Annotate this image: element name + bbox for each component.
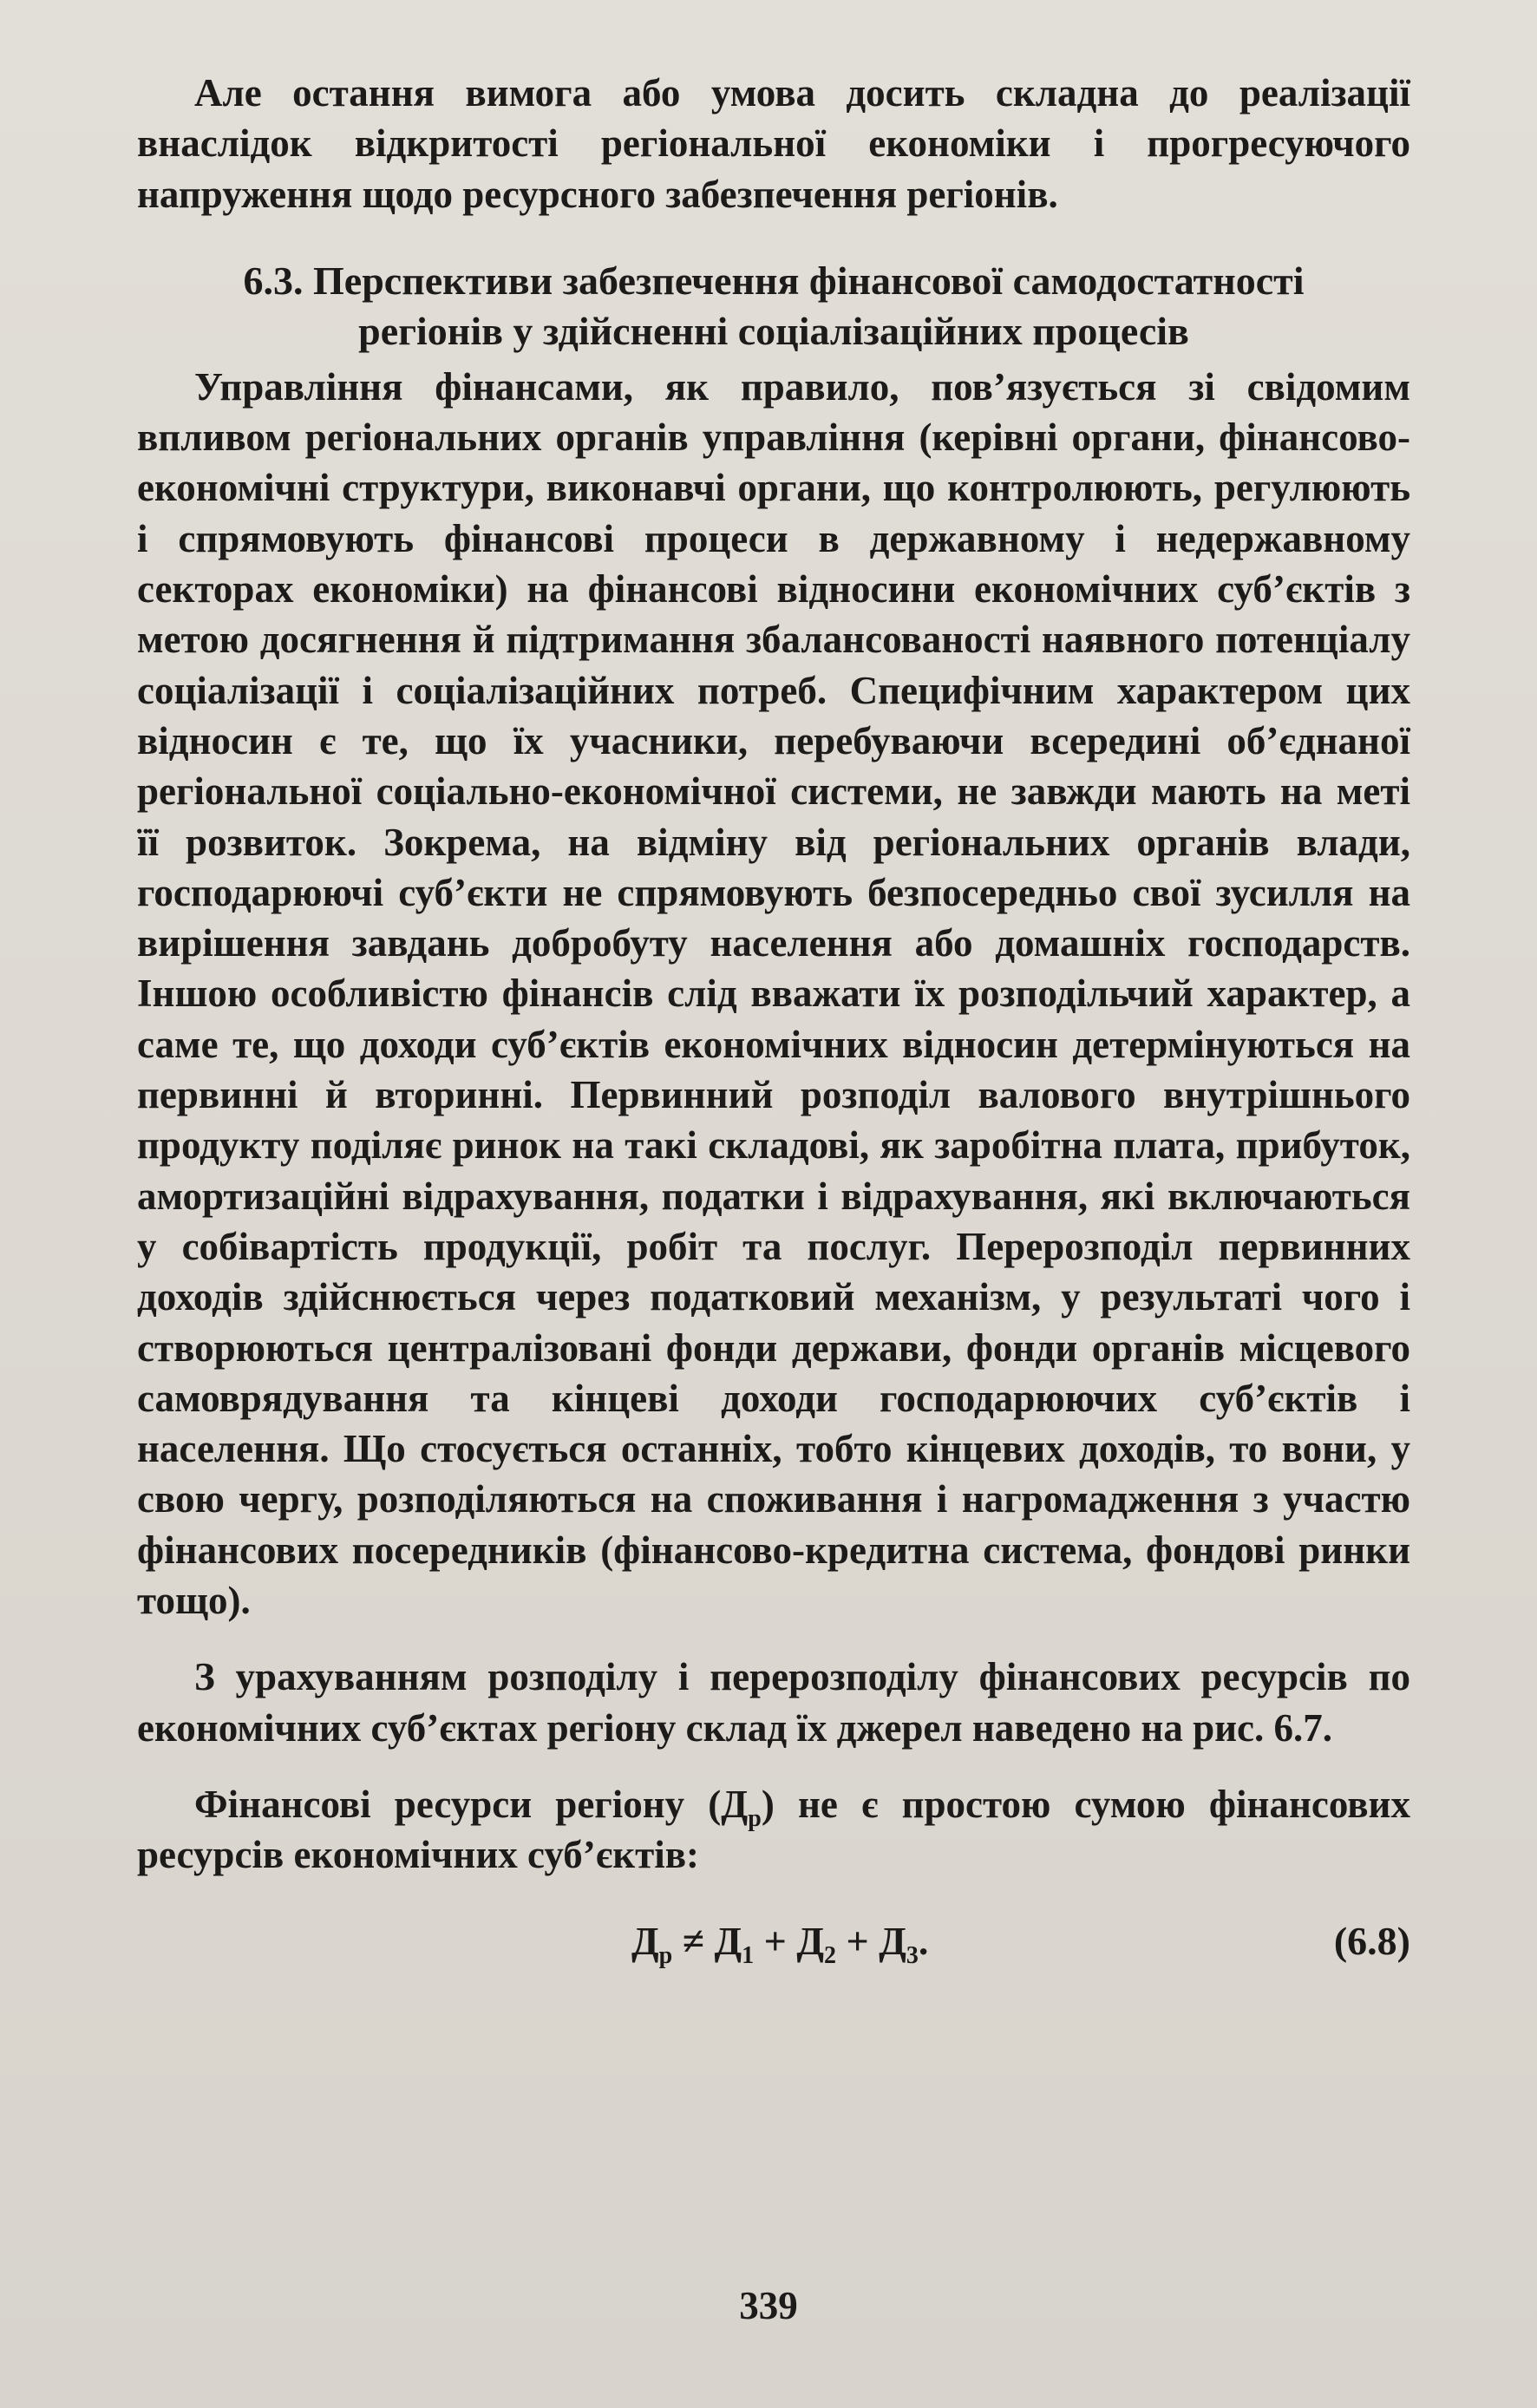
equation-expression [631,1915,928,1967]
body-paragraph-3 [137,1779,1410,1881]
body-paragraph-2: З урахуванням розподілу і перерозподілу фінансових ресурсів по економічних суб’єктах регіону склад їх джерел наведено на рис. 6.7. [137,1655,1410,1750]
paragraph-3-end: ) не є простою сумою фінансових ресурсів економічних суб’єктів: [137,1782,1410,1877]
equation-lhs: Д [631,1918,659,1963]
paragraph-3-start: Фінансові ресурси регіону (Д [194,1782,749,1826]
equation-term-2: Д [796,1918,825,1963]
page-content [137,68,1410,1967]
section-heading-line-1: 6.3. Перспективи забезпечення фінансової самодостатності [243,258,1305,303]
equation-term-1: Д [714,1918,742,1963]
equation-period: . [918,1918,929,1963]
section-heading [137,256,1410,357]
equation-term-1-subscript: 1 [742,1941,755,1969]
page-number: 339 [739,2284,798,2327]
equation-term-3: Д [879,1918,906,1963]
equation-lhs-subscript: р [658,1941,673,1969]
intro-paragraph: Але остання вимога або умова досить складна до реалізації внаслідок відкритості регіональної економіки і прогресуючого напруження щодо ресурсного забезпечення регіонів. [137,71,1410,216]
equation-term-3-subscript: 3 [906,1941,919,1969]
equation-number: (6.8) [1333,1918,1410,1963]
equation-plus-2: + [836,1918,880,1963]
section-heading-line-2: регіонів у здійсненні соціалізаційних процесів [358,308,1189,353]
equation-not-equal: ≠ [672,1918,715,1963]
equation-term-2-subscript: 2 [824,1941,837,1969]
body-paragraph-1: Управління фінансами, як правило, пов’язується зі свідомим впливом регіональних органів управління (керівні органи, фінансово-економічні структури, виконавчі органи, що контролюють, регулюють і спрямовують фінансові процеси в державному і недержавному секторах економіки) на фінансові відносини економічних суб’єктів з метою досягнення й підтримання збалансованості наявного потенціалу соціалізації і соціалізаційних потреб. Специфічним характером цих відносин є те, що їх учасники, перебуваючи всередині об’єднаної регіональної соціально-економічної системи, не завжди мають на меті її розвиток. Зокрема, на відміну від регіональних органів влади, господарюючі суб’єкти не спрямовують безпосередньо свої зусилля на вирішення завдань добробуту населення або домашніх господарств. Іншою особливістю фінансів слід вважати їх розподільчий характер, а саме те, що доходи суб’єктів економічних відносин детермінуються на первинні й вторинні. Первинний розподіл валового внутрішнього продукту поділяє ринок на такі складові, як заробітна плата, прибуток, амортизаційні відрахування, податки і відрахування, які включаються у собівартість продукції, робіт та послуг. Перерозподіл первинних доходів здійснюється через податковий механізм, у результаті чого і створюються централізовані фонди держави, фонди органів місцевого самоврядування та кінцеві доходи господарюючих суб’єктів і населення. Що стосується останніх, тобто кінцевих доходів, то вони, у свою чергу, розподіляються на споживання і нагромадження з участю фінансових посередників (фінансово-кредитна система, фондові ринки тощо). [137,364,1410,1623]
paragraph-3-subscript: р [748,1804,762,1832]
equation-plus-1: + [754,1918,797,1963]
equation-6-8 [137,1915,1410,1967]
